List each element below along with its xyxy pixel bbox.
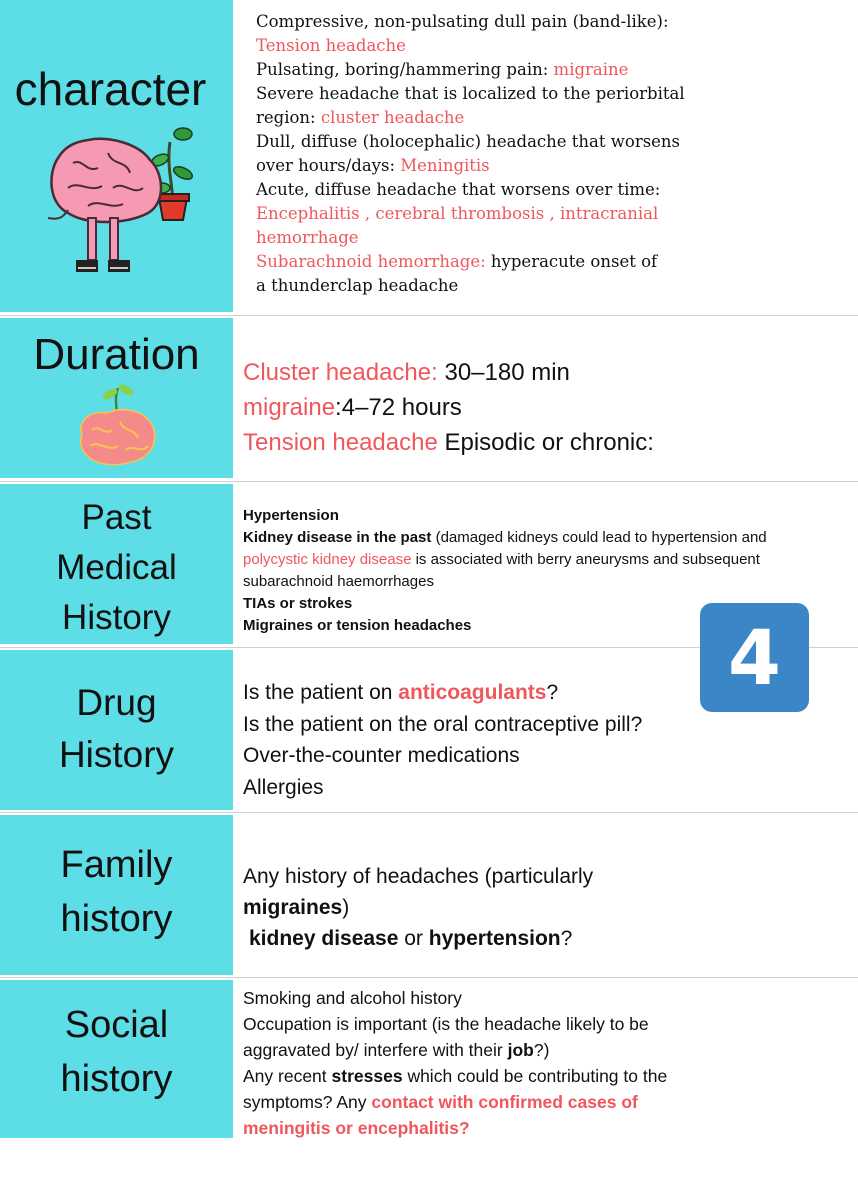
- anticoagulants-text: anticoagulants: [398, 681, 547, 704]
- meningitis-text: Meningitis: [400, 156, 490, 175]
- text-line: Occupation is important (is the headache likely to be: [243, 1014, 649, 1034]
- duration-label: Duration: [33, 330, 200, 379]
- text-line: symptoms? Any contact with confirmed cases of: [243, 1092, 638, 1112]
- family-content: [243, 861, 593, 954]
- text-line: Is the patient on anticoagulants?: [243, 681, 559, 704]
- migraine-text: migraine: [553, 60, 629, 79]
- sah-text: Subarachnoid hemorrhage:: [256, 252, 486, 271]
- social-label: Social history: [60, 1004, 173, 1100]
- text-line: Pulsating, boring/hammering pain: migraine: [256, 60, 629, 79]
- text-line: Is the patient on the oral contraceptive pill?: [243, 712, 643, 736]
- contact-cases-text: contact with confirmed cases of: [371, 1092, 638, 1112]
- text-line: Tension headache Episodic or chronic:: [243, 429, 654, 456]
- text-line: over hours/days: Meningitis: [256, 156, 490, 175]
- text-line: Kidney disease in the past (damaged kidneys could lead to hypertension and: [243, 529, 767, 546]
- text-line: Dull, diffuse (holocephalic) headache that worsens: [256, 132, 681, 151]
- pkd-text: polycystic kidney disease: [243, 551, 412, 568]
- divider: [0, 481, 858, 482]
- text-line: subarachnoid haemorrhages: [243, 573, 434, 590]
- divider: [0, 812, 858, 813]
- social-content: [243, 985, 667, 1141]
- text-line: Over-the-counter medications: [243, 744, 520, 767]
- drug-label: Drug History: [58, 682, 175, 775]
- text-line: aggravated by/ interfere with their job?): [243, 1040, 550, 1060]
- divider: [0, 315, 858, 316]
- text-line: polycystic kidney disease is associated with berry aneurysms and subsequent: [243, 551, 760, 568]
- text-line: Cluster headache: 30–180 min: [243, 359, 570, 386]
- text-line: kidney disease or hypertension?: [249, 927, 573, 950]
- tension-headache-text: Tension headache: [243, 429, 438, 456]
- divider: [0, 977, 858, 978]
- meningitis-encephalitis-text: meningitis or encephalitis?: [243, 1118, 470, 1138]
- text-line: Any recent stresses which could be contributing to the: [243, 1066, 668, 1086]
- cluster-headache-text: Cluster headache:: [243, 359, 438, 386]
- hemorrhage-text: hemorrhage: [256, 228, 359, 247]
- text-line: Severe headache that is localized to the periorbital: [256, 84, 685, 103]
- character-label: character: [14, 63, 207, 115]
- cluster-headache-text: cluster headache: [320, 108, 465, 127]
- text-line: a thunderclap headache: [256, 276, 459, 295]
- page-number-badge: 4: [700, 603, 809, 712]
- pmh-content: [243, 505, 767, 637]
- text-line: Allergies: [243, 775, 324, 799]
- character-content: [256, 10, 846, 298]
- text-line: Subarachnoid hemorrhage: hyperacute onset of: [256, 252, 658, 271]
- text-line: migraine:4–72 hours: [243, 394, 462, 421]
- drug-content: [243, 677, 642, 803]
- text-line: region: cluster headache: [256, 108, 465, 127]
- duration-content: [243, 355, 654, 460]
- text-line: Smoking and alcohol history: [243, 988, 462, 1008]
- text-line: migraines): [243, 896, 350, 919]
- text-line: Migraines or tension headaches: [243, 617, 472, 634]
- text-line: Compressive, non-pulsating dull pain (band-like):: [256, 12, 669, 31]
- text-line: Acute, diffuse headache that worsens over time:: [256, 180, 661, 199]
- family-label: Family history: [60, 844, 173, 940]
- tension-headache-text: Tension headache: [256, 36, 406, 55]
- text-line: Any history of headaches (particularly: [243, 865, 594, 888]
- encephalitis-text: Encephalitis , cerebral thrombosis , intracranial: [256, 204, 659, 223]
- migraine-text: migraine: [243, 394, 336, 421]
- text-line: Hypertension: [243, 507, 339, 524]
- brain-with-plant-illustration: [38, 118, 208, 283]
- pmh-label: Past Medical History: [56, 498, 177, 637]
- brain-sprout-icon: [72, 380, 162, 470]
- text-line: TIAs or strokes: [243, 595, 353, 612]
- brain-icon: [48, 139, 161, 272]
